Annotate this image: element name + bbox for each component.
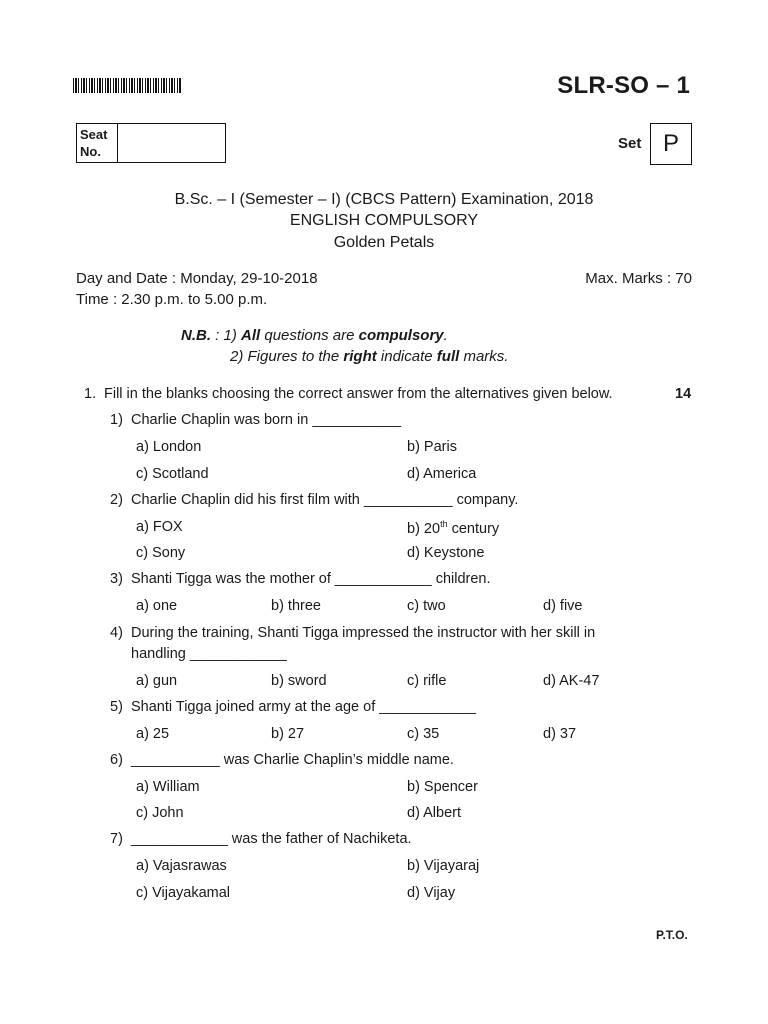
section-instruction: Fill in the blanks choosing the correct answer from the alternatives given below. <box>104 386 613 402</box>
day-date: Day and Date : Monday, 29-10-2018 <box>76 270 318 287</box>
set-label: Set <box>618 135 642 152</box>
option: a) gun <box>136 673 178 689</box>
question-text: Charlie Chaplin was born in ___________ <box>131 412 402 428</box>
option: b) sword <box>271 673 327 689</box>
option: a) FOX <box>136 519 183 535</box>
option: c) 35 <box>407 726 440 742</box>
option: b) Paris <box>407 439 457 455</box>
option: a) 25 <box>136 726 170 742</box>
instruction-1: N.B. : 1) All questions are compulsory. <box>181 327 448 344</box>
question-text: Shanti Tigga joined army at the age of ____________ <box>131 699 477 715</box>
question-number: 6) <box>110 752 123 768</box>
option: b) Spencer <box>407 779 478 795</box>
option: d) Albert <box>407 805 461 821</box>
option: c) Sony <box>136 545 186 561</box>
question-number: 5) <box>110 699 123 715</box>
set-value-box: P <box>650 123 692 165</box>
paper-title: Golden Petals <box>333 234 435 251</box>
question-number: 1) <box>110 412 123 428</box>
option: c) Vijayakamal <box>136 885 231 901</box>
option: d) five <box>543 598 583 614</box>
question-text: During the training, Shanti Tigga impressed the instructor with her skill in <box>131 625 596 641</box>
question-text: ____________ was the father of Nachiketa. <box>131 831 412 847</box>
question-text: Charlie Chaplin did his first film with ___________ company. <box>131 492 519 508</box>
option: d) Keystone <box>407 545 485 561</box>
option: b) Vijayaraj <box>407 858 480 874</box>
question-number: 3) <box>110 571 123 587</box>
option: b) three <box>271 598 321 614</box>
question-text-continued: handling ____________ <box>131 646 287 662</box>
subject-title: ENGLISH COMPULSORY <box>289 212 479 229</box>
option: a) William <box>136 779 200 795</box>
exam-title: B.Sc. – I (Semester – I) (CBCS Pattern) Examination, 2018 <box>174 191 594 208</box>
instruction-2: 2) Figures to the right indicate full marks. <box>230 348 509 365</box>
option: d) AK-47 <box>543 673 600 689</box>
option: a) one <box>136 598 178 614</box>
question-text: ___________ was Charlie Chaplin’s middle name. <box>131 752 454 768</box>
option: c) Scotland <box>136 466 209 482</box>
paper-code: SLR-SO – 1 <box>557 72 690 99</box>
option: c) rifle <box>407 673 447 689</box>
option: b) 20th century <box>407 519 500 537</box>
seat-label: Seat No. <box>77 124 118 162</box>
option: d) America <box>407 466 477 482</box>
exam-time: Time : 2.30 p.m. to 5.00 p.m. <box>76 291 268 308</box>
question-number: 4) <box>110 625 123 641</box>
option: a) London <box>136 439 202 455</box>
seat-number-box <box>76 123 226 163</box>
barcode-image <box>73 78 181 93</box>
seat-number-field <box>118 124 225 162</box>
please-turn-over: P.T.O. <box>656 928 688 942</box>
option: c) John <box>136 805 184 821</box>
max-marks: Max. Marks : 70 <box>585 270 692 287</box>
option: d) 37 <box>543 726 577 742</box>
option: d) Vijay <box>407 885 456 901</box>
question-number: 7) <box>110 831 123 847</box>
question-number: 2) <box>110 492 123 508</box>
option: b) 27 <box>271 726 305 742</box>
section-number: 1. <box>84 386 97 402</box>
section-marks: 14 <box>675 386 692 402</box>
option: c) two <box>407 598 446 614</box>
option: a) Vajasrawas <box>136 858 227 874</box>
question-text: Shanti Tigga was the mother of ____________ children. <box>131 571 491 587</box>
